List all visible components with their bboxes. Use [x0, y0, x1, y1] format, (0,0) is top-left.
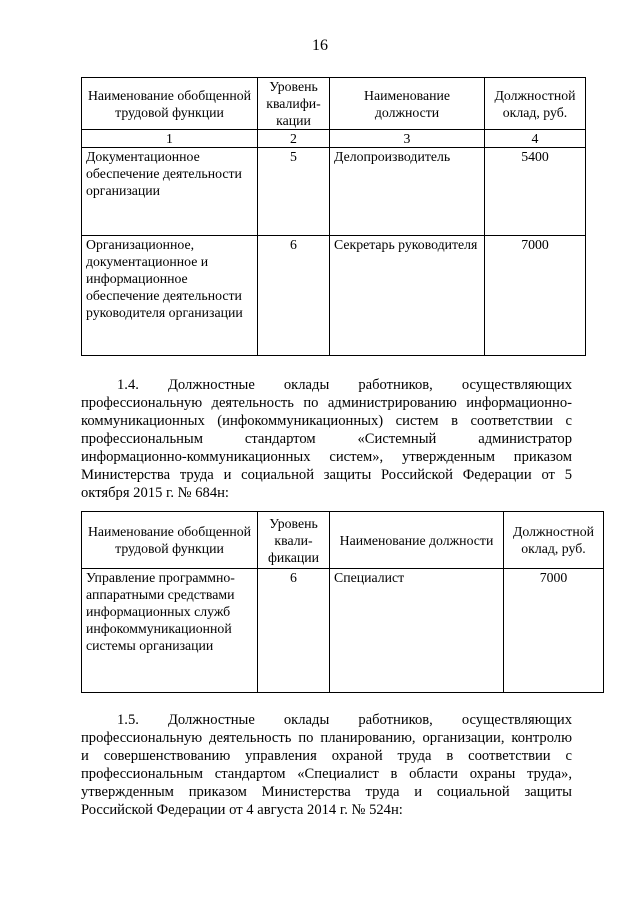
paragraph-line: и совершенствованию управления охраной труда в соответствии с: [81, 748, 572, 764]
header-salary: Должностной оклад, руб.: [504, 512, 604, 569]
paragraph-1-4: [81, 376, 572, 502]
function-cell: Документационное обеспечение деятельности организации: [82, 148, 258, 236]
function-cell: Управление программно-аппаратными средствами информационных служб инфокоммуникационной системы организации: [82, 569, 258, 693]
salary-cell: 5400: [485, 148, 586, 236]
page-number: 16: [312, 37, 328, 54]
paragraph-line: 1.5. Должностные оклады работников, осуществляющих: [117, 712, 572, 728]
position-cell: Специалист: [330, 569, 504, 693]
salary-table-1: [81, 77, 586, 356]
salary-cell: 7000: [485, 236, 586, 356]
paragraph-line: Российской Федерации от 4 августа 2014 г. № 524н:: [81, 802, 403, 818]
table-row: [82, 569, 604, 693]
level-cell: 6: [258, 236, 330, 356]
paragraph-line: профессиональным стандартом «Специалист в области охраны труда»,: [81, 766, 572, 782]
paragraph-line: профессиональную деятельность по планированию, организации, контролю: [81, 730, 572, 746]
paragraph-1-5: [81, 711, 572, 819]
column-number: 4: [485, 130, 586, 148]
table-row: [82, 236, 586, 356]
position-cell: Делопроизводитель: [330, 148, 485, 236]
header-salary: Должностной оклад, руб.: [485, 78, 586, 130]
header-function: Наименование обобщенной трудовой функции: [82, 512, 258, 569]
column-number: 3: [330, 130, 485, 148]
paragraph-line: Министерства труда и социальной защиты Российской Федерации от 5: [81, 467, 572, 483]
position-cell: Секретарь руководителя: [330, 236, 485, 356]
header-function: Наименование обобщенной трудовой функции: [82, 78, 258, 130]
column-number: 2: [258, 130, 330, 148]
header-level: Уровень квали-фикации: [258, 512, 330, 569]
salary-cell: 7000: [504, 569, 604, 693]
paragraph-line: 1.4. Должностные оклады работников, осуществляющих: [117, 377, 572, 393]
header-position: Наименование должности: [330, 78, 485, 130]
column-number-row: [82, 130, 586, 148]
paragraph-line: профессиональным стандартом «Системный администратор: [81, 431, 572, 447]
paragraph-line: профессиональную деятельность по администрированию информационно-: [81, 395, 572, 411]
table-header-row: [82, 78, 586, 130]
table-header-row: [82, 512, 604, 569]
salary-table-2: [81, 511, 604, 693]
paragraph-line: информационно-коммуникационных систем», утвержденным приказом: [81, 449, 572, 465]
column-number: 1: [82, 130, 258, 148]
paragraph-line: октября 2015 г. № 684н:: [81, 485, 229, 501]
header-level: Уровень квалифи-кации: [258, 78, 330, 130]
function-cell: Организационное, документационное и информационное обеспечение деятельности руководителя организации: [82, 236, 258, 356]
level-cell: 6: [258, 569, 330, 693]
level-cell: 5: [258, 148, 330, 236]
header-position: Наименование должности: [330, 512, 504, 569]
paragraph-line: коммуникационных (инфокоммуникационных) систем в соответствии с: [81, 413, 572, 429]
paragraph-line: утвержденным приказом Министерства труда и социальной защиты: [81, 784, 572, 800]
table-row: [82, 148, 586, 236]
